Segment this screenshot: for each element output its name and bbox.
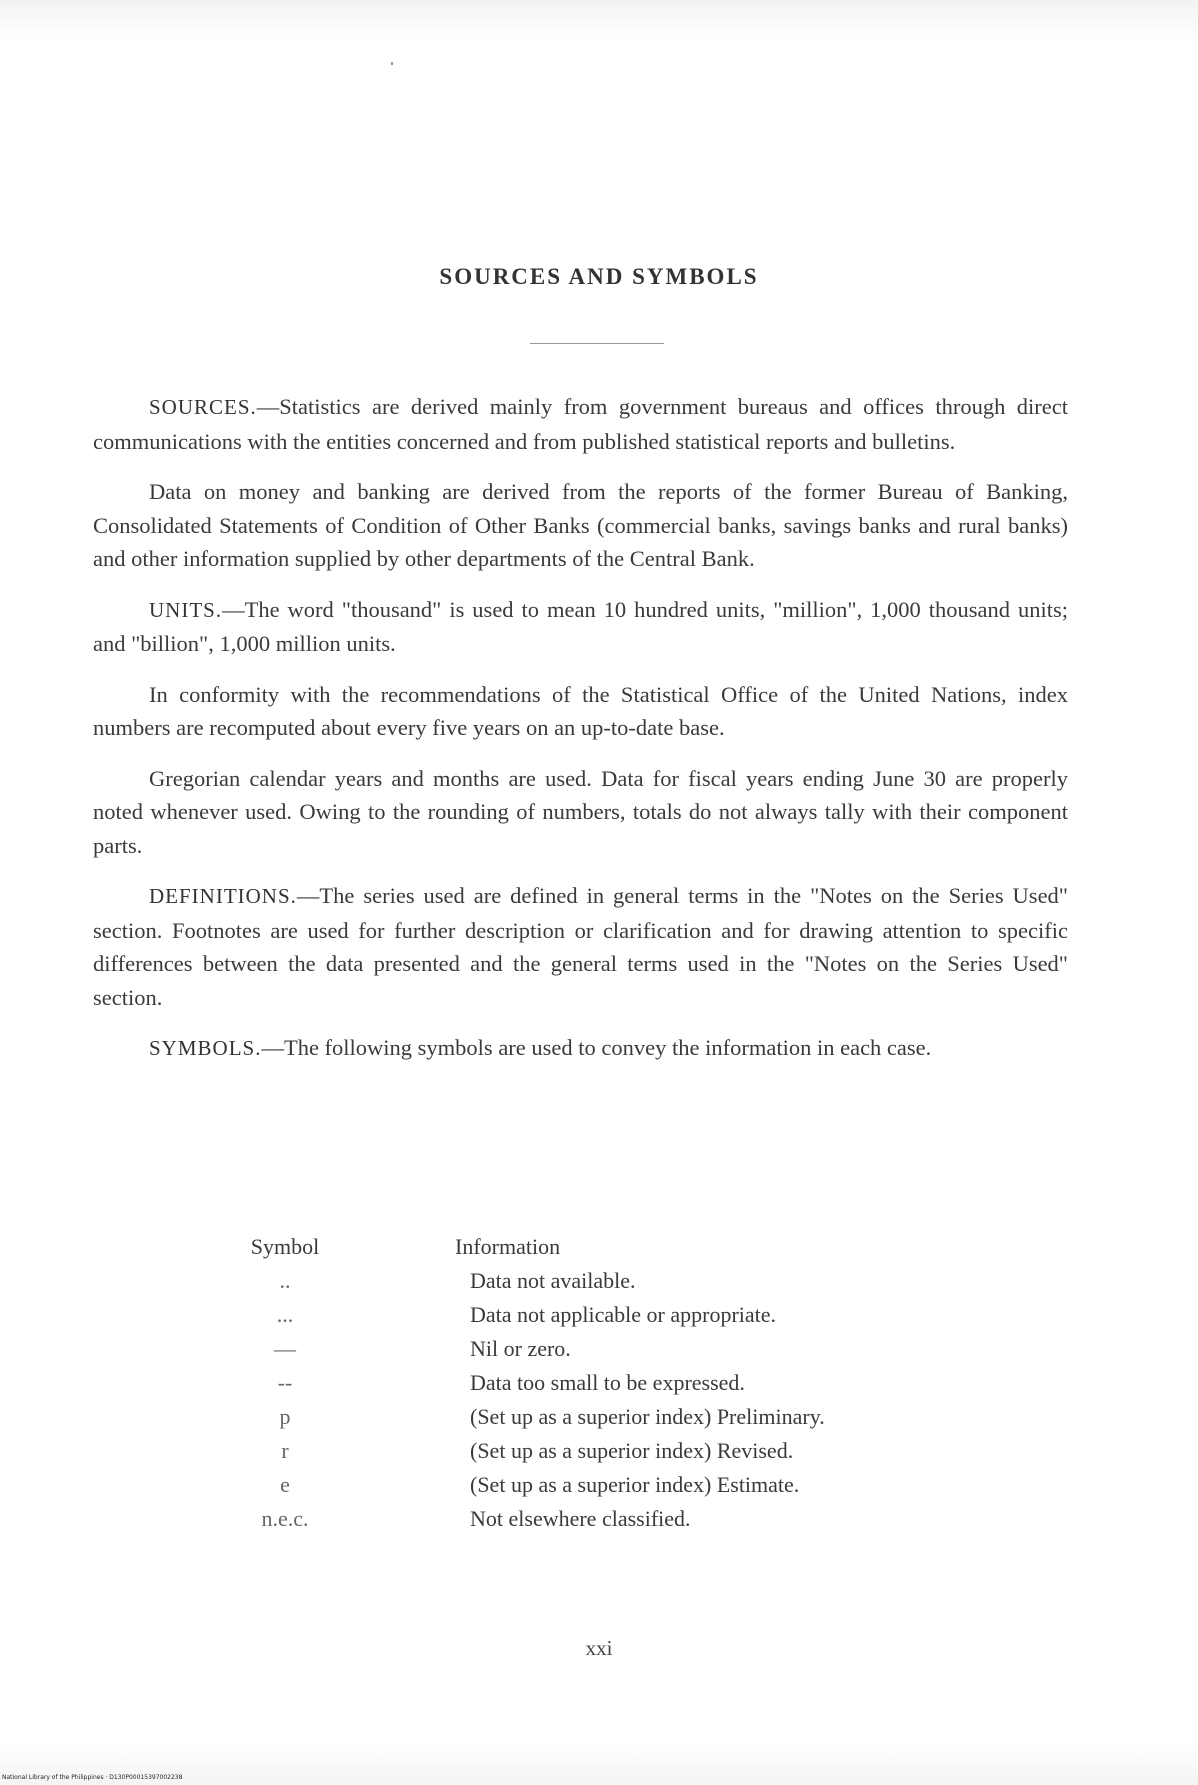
paragraph-text: —The following symbols are used to convey the information in each case.: [261, 1035, 932, 1060]
paragraph-lead: SOURCES.: [149, 395, 257, 419]
paragraph-text: In conformity with the recommendations of the Statistical Office of the United Nations, index numbers are recomputed about every five years on an up-to-date base.: [93, 681, 1068, 740]
information-cell: Not elsewhere classified.: [470, 1506, 691, 1531]
paragraph-lead: DEFINITIONS.: [149, 884, 297, 908]
information-cell: (Set up as a superior index) Preliminary.: [470, 1404, 825, 1429]
paragraph-index-numbers: [93, 678, 1068, 745]
paragraph-lead: SYMBOLS.: [149, 1036, 262, 1060]
symbol-cell: --: [277, 1370, 293, 1395]
paragraph-symbols: [93, 1031, 1068, 1066]
page-number: xxi: [585, 1636, 613, 1660]
scan-credit: National Library of the Philippines · D130P00015397002238: [2, 1774, 183, 1781]
paragraph-text: —Statistics are derived mainly from government bureaus and offices through direct communications with the entities concerned and from published statistical reports and bulletins.: [93, 394, 1068, 454]
paragraph-lead: UNITS.: [149, 597, 223, 622]
paragraph-text: —The series used are defined in general terms in the "Notes on the Series Used" section. Footnotes are used for further description or clarification and for drawing attention to specific differences between the data presented and the general terms used in the "Notes on the Series Used" section.: [93, 883, 1068, 1010]
table-row: [230, 1264, 1030, 1298]
information-cell: (Set up as a superior index) Estimate.: [470, 1472, 800, 1497]
symbols-table: [230, 1230, 1030, 1536]
table-row: [230, 1400, 1030, 1434]
symbols-table-header: [230, 1230, 1030, 1264]
paragraph-definitions: [93, 879, 1068, 1014]
information-column-header: Information: [455, 1234, 561, 1259]
symbol-cell: —: [274, 1336, 296, 1361]
symbol-cell: n.e.c.: [261, 1506, 309, 1531]
information-cell: Nil or zero.: [470, 1336, 571, 1361]
information-cell: Data not available.: [470, 1268, 636, 1293]
table-row: [230, 1502, 1030, 1536]
table-row: [230, 1366, 1030, 1400]
paragraph-text: —The word "thousand" is used to mean 10 hundred units, "million", 1,000 thousand units; and "billion", 1,000 million units.: [93, 596, 1068, 656]
symbol-cell: p: [279, 1404, 291, 1429]
symbol-cell: ...: [276, 1302, 294, 1327]
title-divider: [530, 343, 664, 344]
paragraph-calendar: [93, 762, 1068, 863]
paragraph-sources: [93, 390, 1068, 458]
body-text: [93, 390, 1068, 1083]
scan-speck: [391, 62, 393, 65]
paragraph-text: Gregorian calendar years and months are used. Data for fiscal years ending June 30 are properly noted whenever used. Owing to the rounding of numbers, totals do not always tally with their component parts.: [93, 765, 1068, 858]
page-title: SOURCES AND SYMBOLS: [439, 264, 759, 289]
table-row: [230, 1332, 1030, 1366]
paragraph-text: Data on money and banking are derived from the reports of the former Bureau of Banking, Consolidated Statements of Condition of Other Banks (commercial banks, savings banks and rural banks) and other information supplied by other departments of the Central Bank.: [93, 479, 1068, 571]
symbol-column-header: Symbol: [250, 1234, 320, 1259]
information-cell: Data not applicable or appropriate.: [470, 1302, 777, 1327]
symbol-cell: r: [281, 1438, 289, 1463]
information-cell: (Set up as a superior index) Revised.: [470, 1438, 794, 1463]
symbol-cell: ..: [279, 1268, 291, 1293]
table-row: [230, 1434, 1030, 1468]
paragraph-units: [93, 593, 1068, 661]
table-row: [230, 1468, 1030, 1502]
paragraph-money-banking: [93, 475, 1068, 576]
table-row: [230, 1298, 1030, 1332]
information-cell: Data too small to be expressed.: [470, 1370, 745, 1395]
symbol-cell: e: [280, 1472, 290, 1497]
